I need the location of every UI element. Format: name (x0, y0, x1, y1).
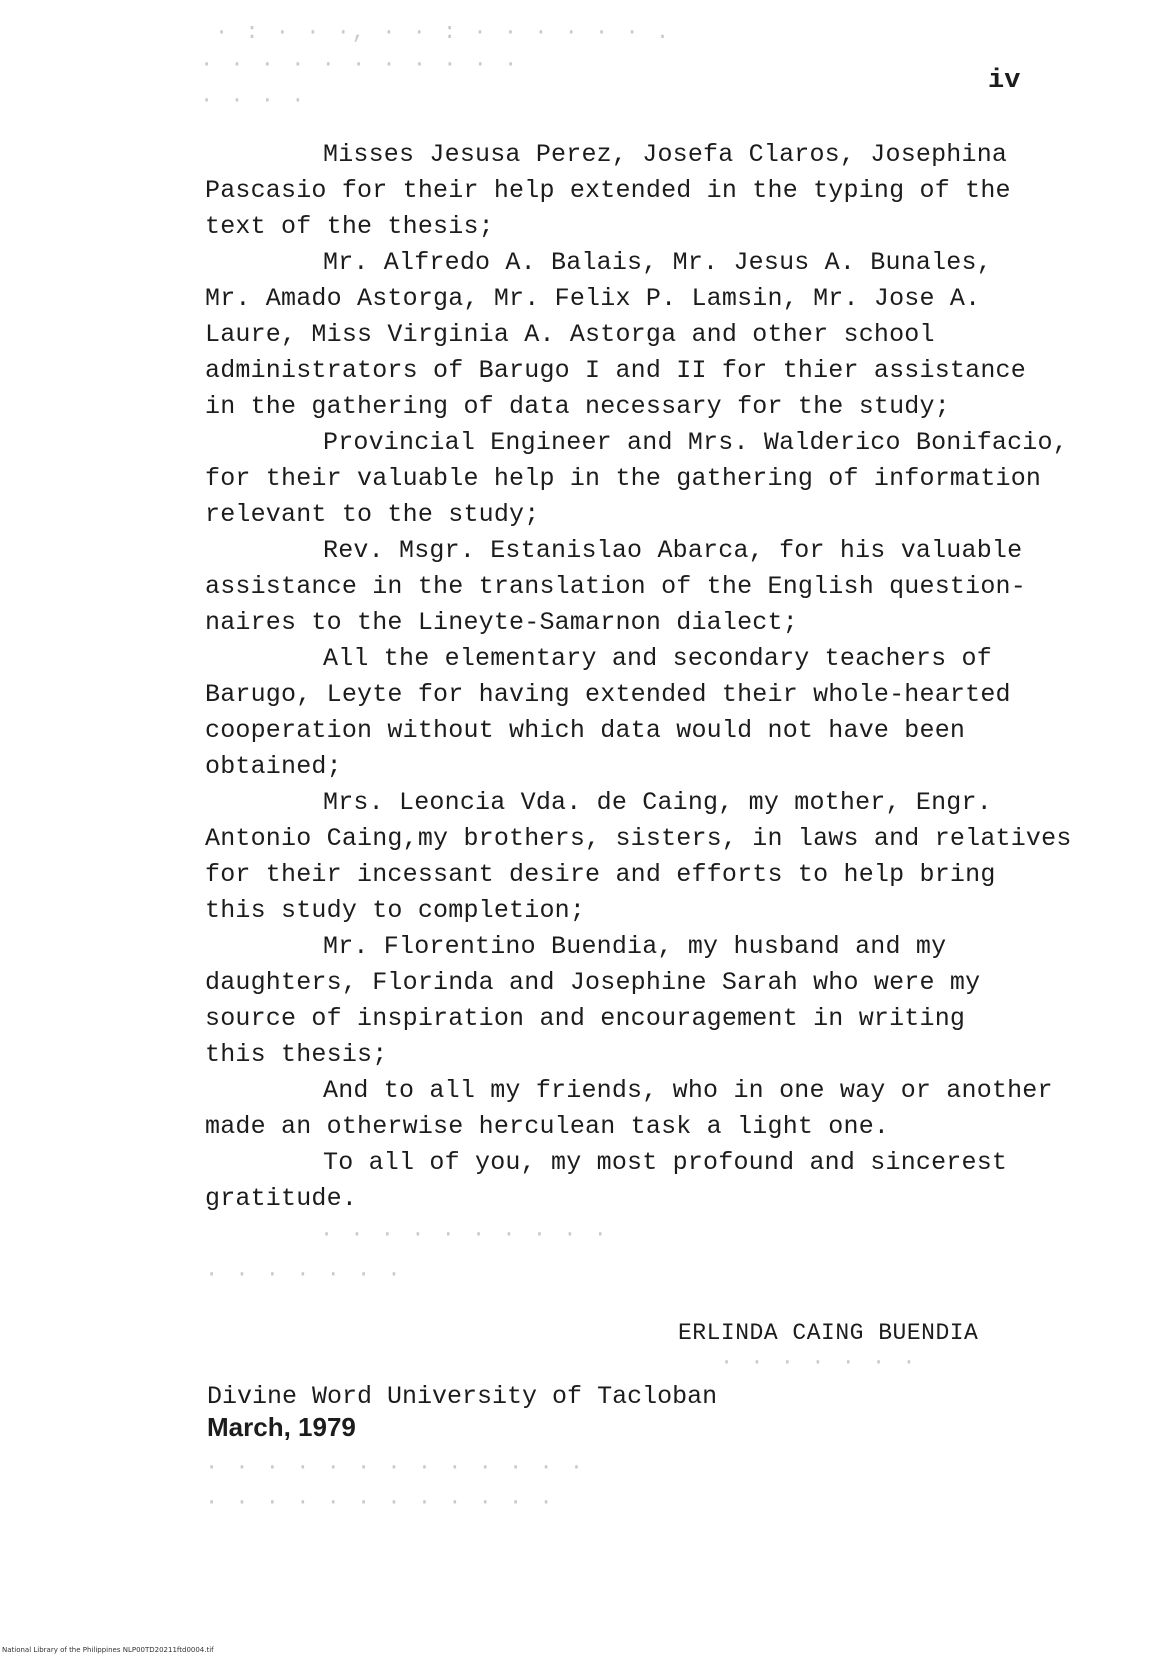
text-line: cooperation without which data would not have been (205, 716, 966, 745)
text-line: Barugo, Leyte for having extended their whole-hearted (205, 680, 1011, 709)
text-line: Provincial Engineer and Mrs. Walderico Bonifacio, (323, 428, 1068, 457)
text-line: Misses Jesusa Perez, Josefa Claros, Josephina (323, 140, 1008, 169)
text-line: To all of you, my most profound and sincerest (323, 1148, 1008, 1177)
text-line: this thesis; (205, 1040, 388, 1069)
text-line: text of the thesis; (205, 212, 494, 241)
text-line: naires to the Lineyte-Samarnon dialect; (205, 608, 798, 637)
text-line: made an otherwise herculean task a light one. (205, 1112, 890, 1141)
scan-footer: National Library of the Philippines NLP00TD20211ftd0004.tif (2, 1646, 214, 1654)
bleed-through-mark: · · · · · · · · · · · (200, 52, 520, 77)
text-line: gratitude. (205, 1184, 358, 1213)
text-line: this study to completion; (205, 896, 586, 925)
text-line: All the elementary and secondary teachers of (323, 644, 992, 673)
text-line: relevant to the study; (205, 500, 540, 529)
bleed-through-mark: · · · · · · · · · · · · · (205, 1455, 586, 1480)
text-line: Mr. Alfredo A. Balais, Mr. Jesus A. Bunales, (323, 248, 992, 277)
bleed-through-mark: · · · · · · · (720, 1350, 918, 1375)
thesis-date: March, 1979 (207, 1412, 356, 1442)
author-signature: ERLINDA CAING BUENDIA (678, 1320, 979, 1346)
text-line: in the gathering of data necessary for the study; (205, 392, 950, 421)
text-line: for their incessant desire and efforts to help bring (205, 860, 996, 889)
text-line: for their valuable help in the gathering of information (205, 464, 1042, 493)
bleed-through-mark: · · · · · · · · · · (320, 1222, 609, 1247)
bleed-through-mark: · : · · ·, · · : · · · · · · . (215, 20, 672, 45)
text-line: Mr. Florentino Buendia, my husband and my (323, 932, 947, 961)
bleed-through-mark: · · · · · · · (205, 1262, 403, 1287)
text-line: Pascasio for their help extended in the typing of the (205, 176, 1011, 205)
institution-name: Divine Word University of Tacloban (207, 1382, 718, 1411)
text-line: Antonio Caing,my brothers, sisters, in laws and relatives (205, 824, 1072, 853)
text-line: administrators of Barugo I and II for thier assistance (205, 356, 1026, 385)
text-line: assistance in the translation of the English question- (205, 572, 1026, 601)
bleed-through-mark: · · · · · · · · · · · · (205, 1490, 555, 1515)
text-line: Laure, Miss Virginia A. Astorga and other school (205, 320, 935, 349)
text-line: obtained; (205, 752, 342, 781)
text-line: Rev. Msgr. Estanislao Abarca, for his valuable (323, 536, 1023, 565)
text-line: Mr. Amado Astorga, Mr. Felix P. Lamsin, Mr. Jose A. (205, 284, 981, 313)
text-line: daughters, Florinda and Josephine Sarah who were my (205, 968, 981, 997)
text-line: Mrs. Leoncia Vda. de Caing, my mother, Engr. (323, 788, 992, 817)
page-number: iv (988, 66, 1021, 96)
text-line: source of inspiration and encouragement in writing (205, 1004, 966, 1033)
bleed-through-mark: · · · · (200, 88, 307, 113)
text-line: And to all my friends, who in one way or another (323, 1076, 1053, 1105)
